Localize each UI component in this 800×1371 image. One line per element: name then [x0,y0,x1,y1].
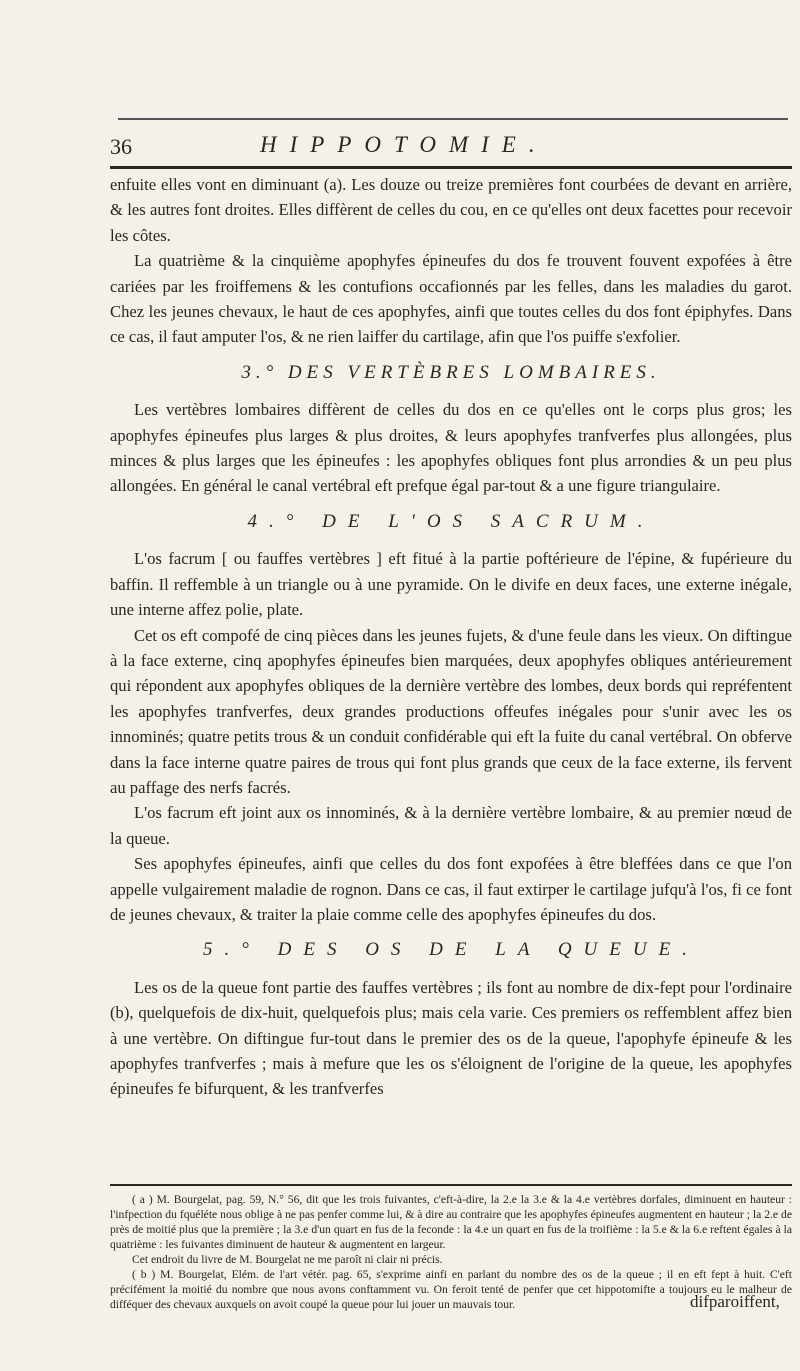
paragraph: Cet os eft compofé de cinq pièces dans les jeunes fujets, & d'une feule dans les vieux. On diftingue à la face externe, cinq apophyfes épineufes bien marquées, deux apophyfes obliques antérieurement qui répondent aux apophyfes obliques de la dernière vertèbre des lombes, deux bords qui repréfentent les apophyfes tranfverfes, deux grandes productions offeufes inégales pour s'unir avec les os innominés; quatre petits trous & un conduit confidérable qui eft la fuite du canal vertébral. On obferve dans la face interne quatre paires de trous qui font plus grands que ceux de la face externe, ils fervent au paffage des nerfs facrés. [110,625,792,797]
paragraph: La quatrième & la cinquième apophyfes épineufes du dos fe trouvent fouvent expofées à être cariées par les froiffemens & les contufions occafionnés par les felles, dans les maladies du garot. Chez les jeunes chevaux, le haut de ces apophyfes, ainfi que toutes celles du dos font épiphyfes. Dans ce cas, il faut amputer l'os, & ne rien laiffer du cartilage, afin que l'os puiffe s'exfolier. [110,251,792,347]
footnote-a: ( a ) M. Bourgelat, pag. 59, N.° 56, dit que les trois fuivantes, c'eft-à-dire, la 2.e la 3.e & la 4.e vertèbres dorfales, diminuent en hauteur : l'infpection du fquéléte nous oblige à ne pas penfer comme lui, & à dire au contraire que les apophyfes épineufes augmentent en hauteur ; la 2.e de près de moitié plus que la première ; la 3.e d'un quart en fus de la feconde : la 4.e un quart en fus de la troifième : la 5.e & la 6.e reftent égales à la quatrième : les fuivantes diminuent de hauteur & augmentent en largeur. [110,1193,792,1251]
paragraph: Ses apophyfes épineufes, ainfi que celles du dos font expofées à être bleffées dans ce que l'on appelle vulgairement maladie de rognon. Dans ce cas, il faut extirper le cartilage jufqu'à l'os, fi ce font de jeunes chevaux, & traiter la plaie comme celle des apophyfes épineufes du dos. [110,854,792,924]
running-title: HIPPOTOMIE. [260,132,548,157]
top-rule [118,118,788,120]
paragraph: Les os de la queue font partie des fauffes vertèbres ; ils font au nombre de dix-fept pour l'ordinaire (b), quelquefois de dix-huit, quelquefois plus; mais cela varie. Ces premiers os reffemblent affez bien à une vertèbre. On diftingue fur-tout dans le premier des os de la queue, l'apophyfe épineufe & les apophyfes tranfverfes ; mais à mefure que les os s'éloignent de l'origine de la queue, les apophyfes épineufes fe bifurquent, & les tranfverfes [110,977,792,1099]
running-head [110,126,790,166]
main-text [110,172,792,1102]
header-rule [110,166,792,169]
paragraph: Les vertèbres lombaires diffèrent de celles du dos en ce qu'elles ont le corps plus gros; les apophyfes épineufes plus larges & plus droites, & leurs apophyfes tranfverfes plus allongées, plus minces & plus larges que les épineufes : les apophyfes obliques font plus arrondies & un peu plus allongées. En général le canal vertébral eft prefque égal par-tout & a une figure triangulaire. [110,400,792,496]
paragraph: enfuite elles vont en diminuant (a). Les douze ou treize premières font courbées de devant en arrière, & les autres font droites. Elles diffèrent de celles du cou, en ce qu'elles ont deux facettes pour recevoir les côtes. [110,175,792,245]
footnote-b: ( b ) M. Bourgelat, Elém. de l'art vétér. pag. 65, s'exprime ainfi en parlant du nombre des os de la queue ; il en eft fept à huit. C'eft précifément la moitié du nombre que nous avons conftamment vu. On feroit tenté de penfer que cet hippotomifte a toujours eu le malheur de difféquer des chevaux auxquels on avoit coupé la queue pour lui jouer un mauvais tour. [110,1268,792,1311]
footnote-rule [110,1184,792,1186]
catchword: difparoiffent, [690,1292,780,1311]
paragraph: L'os facrum eft joint aux os innominés, & à la dernière vertèbre lombaire, & au premier nœud de la queue. [110,803,792,848]
section-heading-sacrum: 4.° DE L'OS SACRUM. [247,510,655,532]
page-number: 36 [110,134,132,159]
section-heading-lombaires: 3.° DES VERTÈBRES LOMBAIRES. [241,361,661,383]
paragraph: L'os facrum [ ou fauffes vertèbres ] eft fitué à la partie poftérieure de l'épine, & fupérieure du baffin. Il reffemble à un triangle ou à une pyramide. On le divife en deux faces, une externe inégale, une interne affez polie, plate. [110,549,792,620]
footnote-a-continued: Cet endroit du livre de M. Bourgelat ne me paroît ni clair ni précis. [132,1253,443,1266]
section-heading-queue: 5.° DES OS DE LA QUEUE. [203,939,699,961]
